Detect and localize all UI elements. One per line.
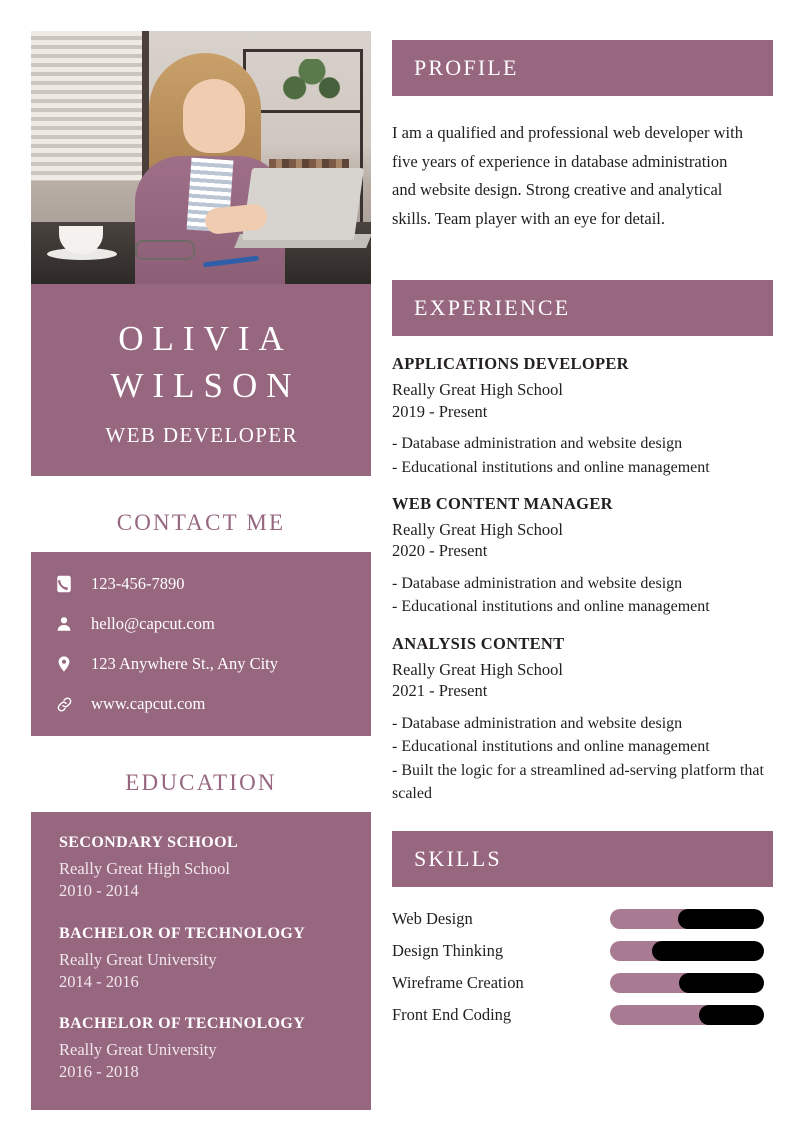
education-item <box>59 834 347 903</box>
experience-bullet: - Built the logic for a streamlined ad-serving platform that scaled <box>392 761 764 802</box>
experience-years: 2019 - Present <box>392 401 488 421</box>
experience-role: WEB CONTENT MANAGER <box>392 493 613 513</box>
experience-bullets <box>392 572 773 618</box>
skill-row <box>392 1005 773 1025</box>
contact-value: 123 Anywhere St., Any City <box>91 654 279 674</box>
experience-heading: EXPERIENCE <box>392 280 773 336</box>
job-title: WEB DEVELOPER <box>105 423 298 448</box>
education-card <box>31 812 371 1110</box>
education-item <box>59 1015 347 1084</box>
contact-value: hello@capcut.com <box>91 614 215 634</box>
experience-bullet: - Database administration and website design <box>392 435 683 453</box>
profile-heading: PROFILE <box>392 40 773 96</box>
contact-item-website[interactable] <box>53 694 351 714</box>
education-school: Really Great University <box>59 1040 217 1060</box>
right-column <box>392 31 773 1102</box>
experience-bullet: - Educational institutions and online management <box>392 458 710 476</box>
skill-bar <box>610 941 764 961</box>
education-years: 2014 - 2016 <box>59 971 139 991</box>
skill-row <box>392 973 773 993</box>
skill-label: Design Thinking <box>392 940 504 960</box>
person-face <box>183 79 245 153</box>
experience-years: 2020 - Present <box>392 541 488 561</box>
skills-heading: SKILLS <box>392 831 773 887</box>
education-school: Really Great University <box>59 949 217 969</box>
name-block <box>31 284 371 476</box>
left-column <box>31 31 371 1102</box>
skill-fill <box>699 1005 764 1025</box>
contact-value: 123-456-7890 <box>91 574 185 594</box>
window-blinds <box>31 31 149 181</box>
education-years: 2010 - 2014 <box>59 881 139 901</box>
experience-role: ANALYSIS CONTENT <box>392 633 565 653</box>
experience-org: Really Great High School <box>392 659 563 679</box>
phone-icon <box>53 575 75 593</box>
skill-bar <box>610 973 764 993</box>
contact-item-email[interactable] <box>53 614 351 634</box>
experience-bullets <box>392 712 773 805</box>
experience-bullet: - Database administration and website design <box>392 575 683 593</box>
skill-fill <box>678 909 764 929</box>
skill-row <box>392 909 773 929</box>
education-title: BACHELOR OF TECHNOLOGY <box>59 924 306 942</box>
profile-photo <box>31 31 371 284</box>
skill-bar <box>610 909 764 929</box>
experience-bullet: - Educational institutions and online management <box>392 598 710 616</box>
plant <box>283 59 341 107</box>
experience-bullet: - Educational institutions and online management <box>392 738 710 756</box>
education-years: 2016 - 2018 <box>59 1062 139 1082</box>
experience-list <box>392 354 773 805</box>
contact-item-address[interactable] <box>53 654 351 674</box>
link-icon <box>53 695 75 714</box>
experience-role: APPLICATIONS DEVELOPER <box>392 353 629 373</box>
skill-row <box>392 941 773 961</box>
skill-label: Wireframe Creation <box>392 972 524 992</box>
first-name: OLIVIA <box>118 319 293 358</box>
experience-org: Really Great High School <box>392 519 563 539</box>
eyeglasses <box>135 240 195 260</box>
contact-heading: CONTACT ME <box>116 510 286 536</box>
person-icon <box>53 615 75 633</box>
contact-value: www.capcut.com <box>91 694 206 714</box>
profile-body: I am a qualified and professional web developer with five years of experience in database administration and website design. Strong creative and analytical skills. Team player with an eye for detail. <box>392 123 743 229</box>
skills-list <box>392 909 773 1025</box>
education-title: BACHELOR OF TECHNOLOGY <box>59 1015 306 1033</box>
contact-item-phone[interactable] <box>53 574 351 594</box>
last-name: WILSON <box>110 365 301 405</box>
location-pin-icon <box>53 655 75 673</box>
experience-years: 2021 - Present <box>392 681 488 701</box>
skill-fill <box>652 941 764 961</box>
experience-bullet: - Database administration and website design <box>392 715 683 733</box>
experience-item <box>392 494 773 619</box>
laptop-screen <box>242 168 364 240</box>
experience-bullets <box>392 432 773 478</box>
education-title: SECONDARY SCHOOL <box>59 834 239 852</box>
education-heading: EDUCATION <box>125 770 277 796</box>
skill-label: Front End Coding <box>392 1004 512 1024</box>
skill-fill <box>679 973 764 993</box>
skill-label: Web Design <box>392 908 473 928</box>
education-school: Really Great High School <box>59 859 230 879</box>
experience-org: Really Great High School <box>392 379 563 399</box>
education-item <box>59 925 347 994</box>
experience-item <box>392 634 773 805</box>
skill-bar <box>610 1005 764 1025</box>
experience-item <box>392 354 773 479</box>
contact-card <box>31 552 371 736</box>
